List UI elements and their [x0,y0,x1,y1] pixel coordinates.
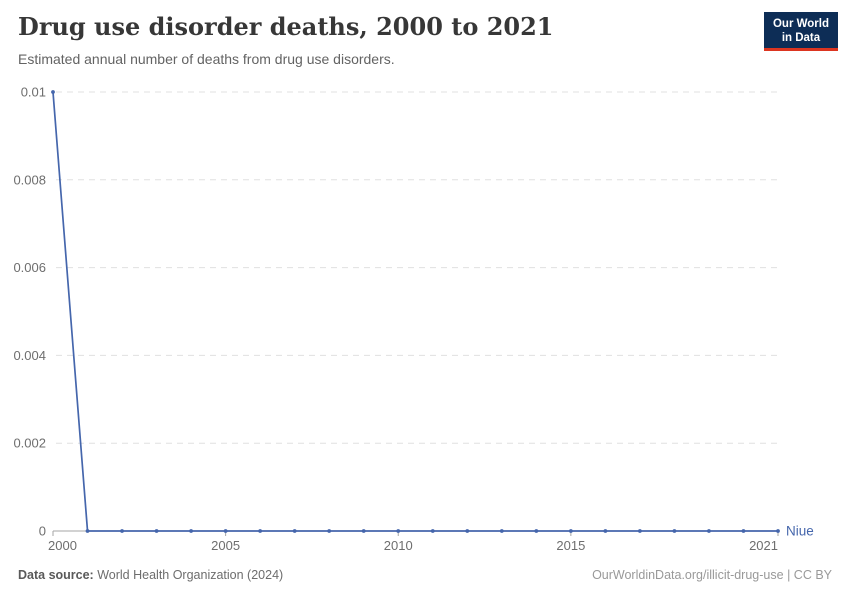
data-source [18,567,283,583]
y-axis-tick-label: 0.004 [13,347,46,363]
data-point[interactable] [638,529,642,533]
data-point[interactable] [155,529,159,533]
data-point[interactable] [742,529,746,533]
y-axis-tick-label: 0.002 [13,435,46,451]
data-point[interactable] [51,90,55,94]
data-point[interactable] [465,529,469,533]
data-point[interactable] [86,529,90,533]
data-point[interactable] [431,529,435,533]
y-axis-tick-label: 0 [38,523,46,539]
data-point[interactable] [707,529,711,533]
chart-subtitle: Estimated annual number of deaths from drug use disorders. [18,51,395,67]
data-point[interactable] [327,529,331,533]
data-point[interactable] [500,529,504,533]
data-point[interactable] [673,529,677,533]
data-source-label: Data source: [18,568,94,582]
page-title: Drug use disorder deaths, 2000 to 2021 [18,12,554,41]
data-point[interactable] [534,529,538,533]
x-axis-tick-label: 2010 [383,538,413,553]
y-axis-tick-label: 0.008 [13,172,46,188]
footer-license[interactable]: CC BY [793,568,832,582]
data-point[interactable] [120,529,124,533]
data-line[interactable] [53,92,778,531]
owid-logo-line2: in Data [781,32,821,44]
x-axis-tick-label: 2015 [556,538,586,553]
data-point[interactable] [258,529,262,533]
owid-logo-line1: Our World [772,18,829,30]
data-point[interactable] [776,529,780,533]
data-point[interactable] [224,529,228,533]
y-axis-tick-label: 0.01 [20,84,46,100]
footer-links [592,567,832,583]
footer-separator: | [787,568,791,582]
data-point[interactable] [603,529,607,533]
x-axis-tick-label: 2005 [211,538,241,553]
series-label[interactable]: Niue [786,523,814,539]
data-point[interactable] [293,529,297,533]
data-point[interactable] [396,529,400,533]
chart-footer [18,567,832,583]
data-point[interactable] [189,529,193,533]
data-point[interactable] [362,529,366,533]
y-axis-tick-label: 0.006 [13,260,46,276]
x-axis-tick-label: 2000 [48,538,77,553]
x-axis-tick-label: 2021 [749,538,778,553]
data-source-value: World Health Organization (2024) [97,568,284,582]
footer-url[interactable]: OurWorldinData.org/illicit-drug-use [592,568,784,582]
data-point[interactable] [569,529,573,533]
